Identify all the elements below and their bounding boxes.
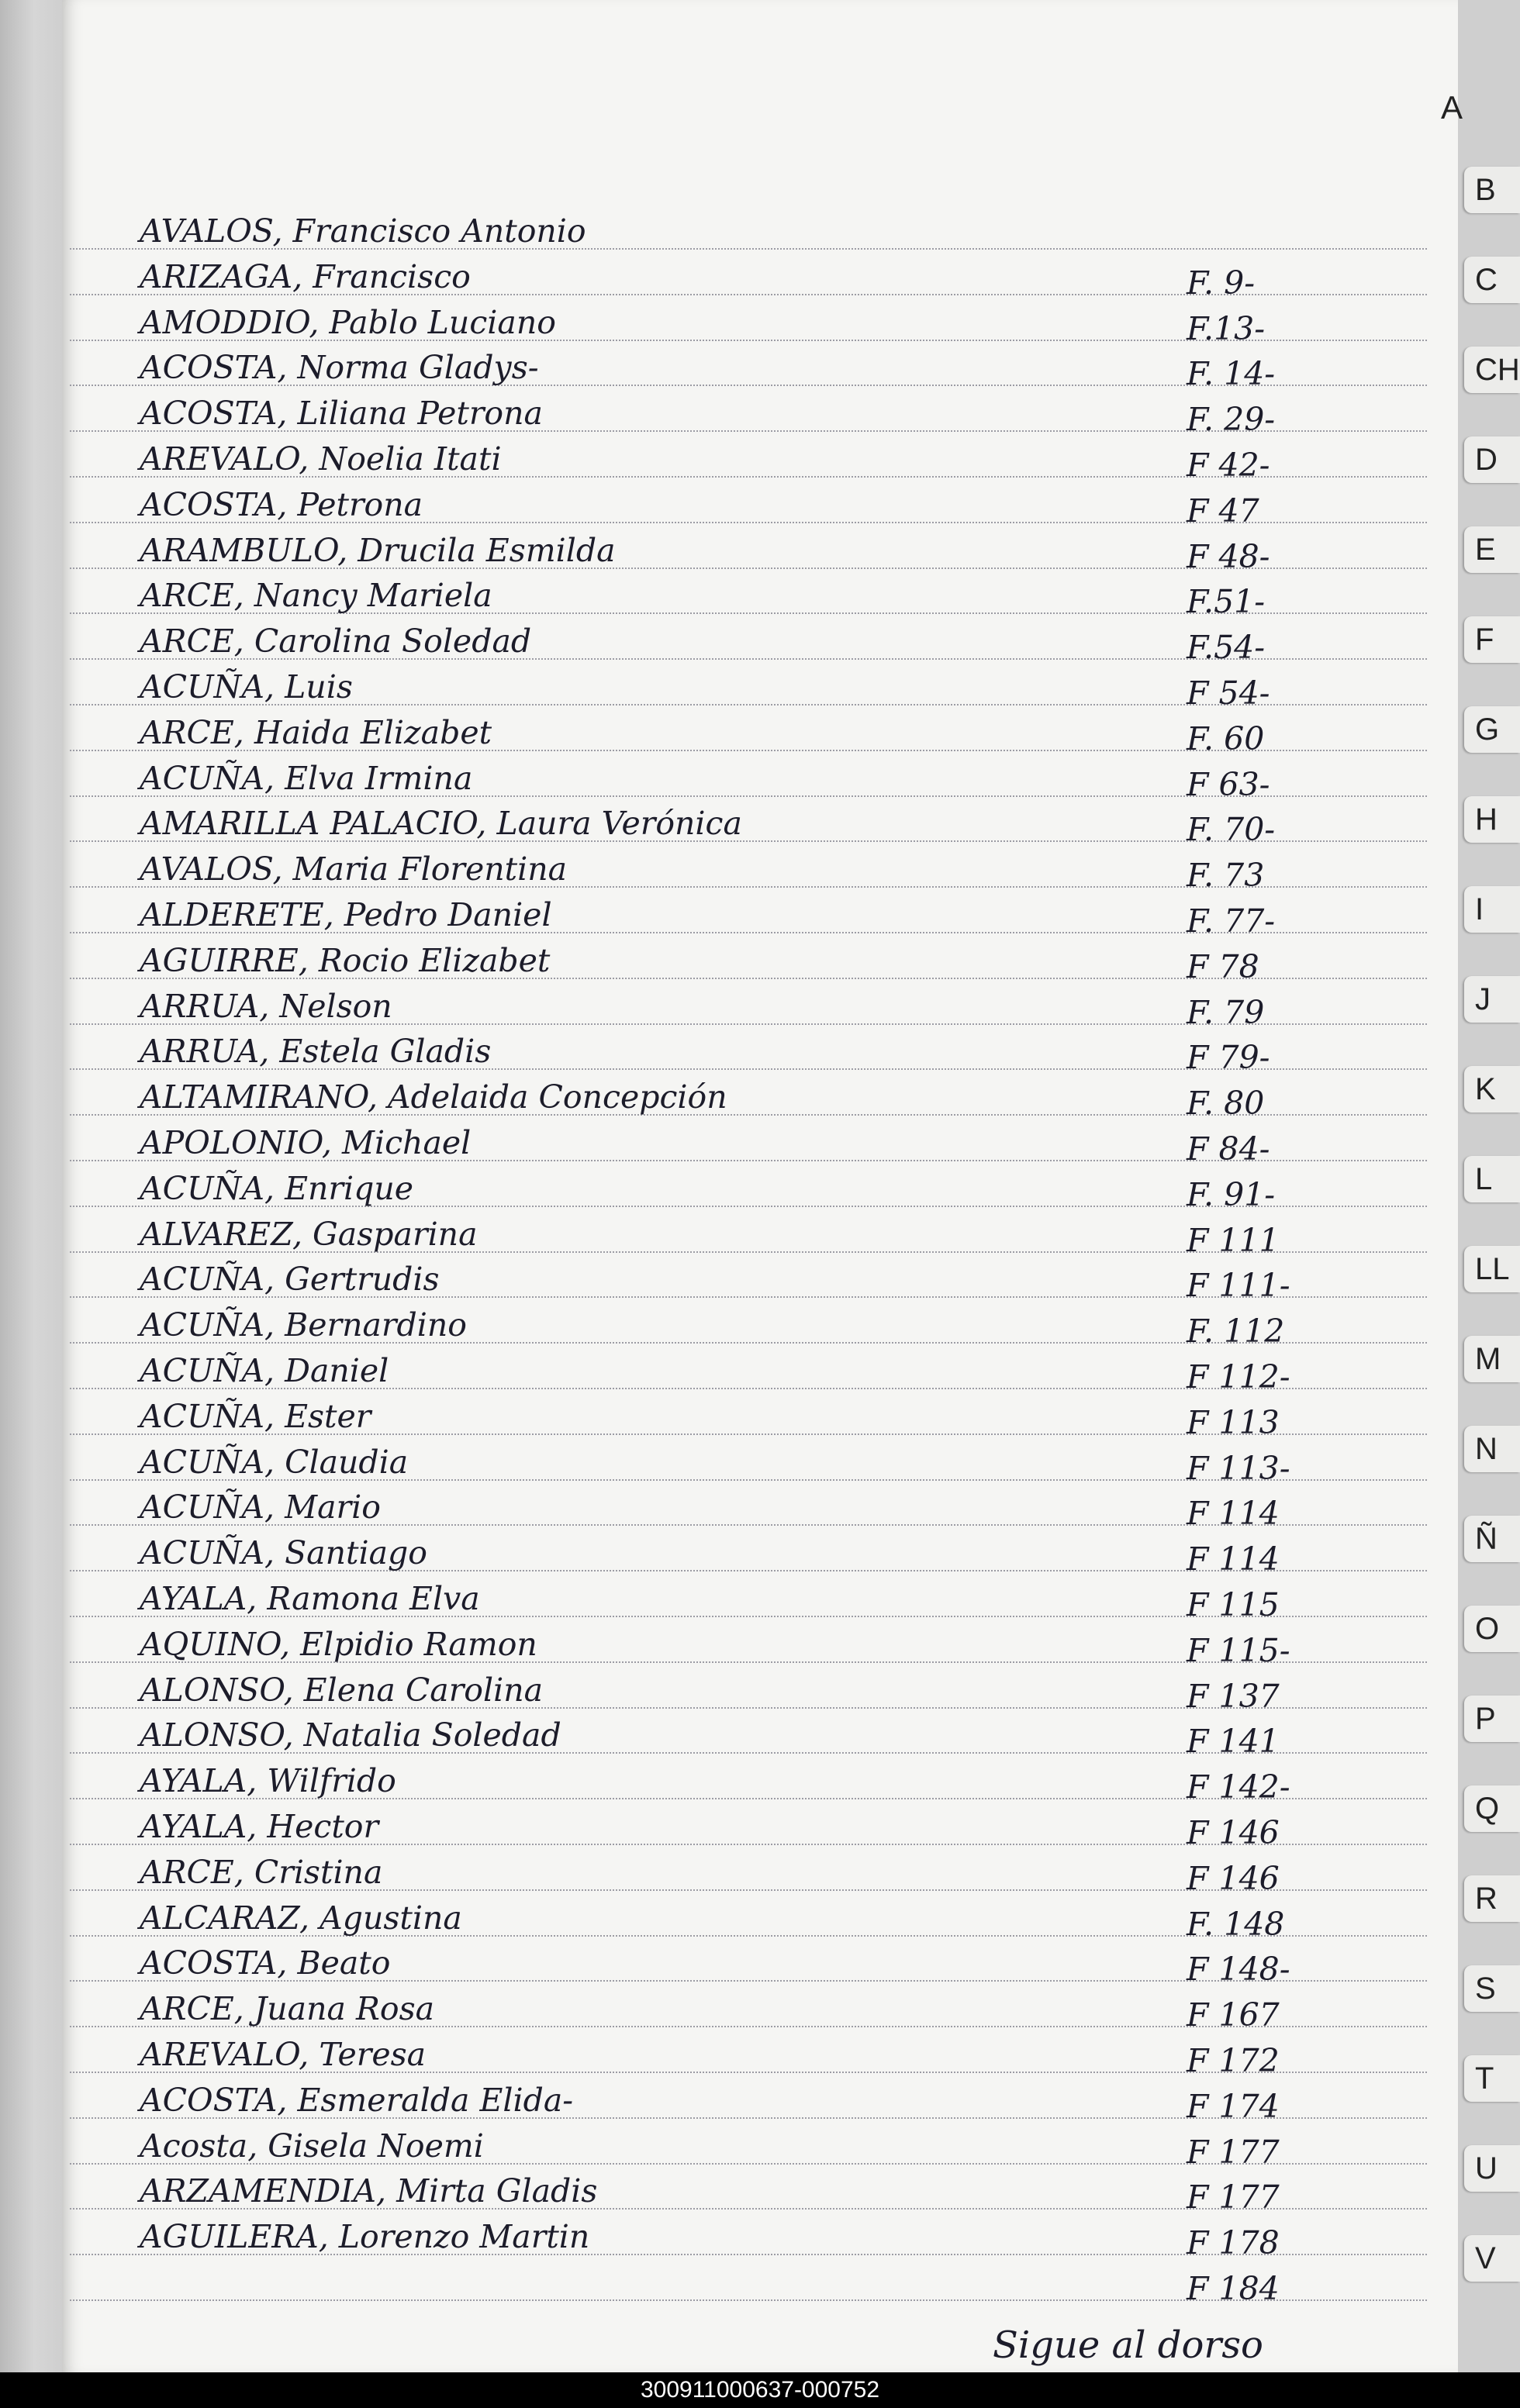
entry-name: AYALA, Ramona Elva [140,1580,480,1617]
entry-folio: F 172 [1187,2042,1280,2079]
entry-name: ARZAMENDIA, Mirta Gladis [140,2172,598,2210]
entry-name: ACOSTA, Petrona [140,485,423,523]
entry-name: Acosta, Gisela Noemi [140,2127,484,2165]
entry-name: ARAMBULO, Drucila Esmilda [140,531,616,569]
entry-name: ARIZAGA, Francisco [140,257,471,295]
entry-name: ARCE, Juana Rosa [140,1990,435,2028]
entry-name: AGUIRRE, Rocio Elizabet [140,941,551,979]
entry-folio: F 177 [1187,2179,1280,2217]
entry-name: ALDERETE, Pedro Daniel [140,896,552,933]
tab-letter[interactable]: F [1464,616,1520,663]
entry-name: ACUÑA, Daniel [140,1352,389,1389]
entry-folio: F. 148 [1187,1905,1285,1943]
entry-folio: F 42- [1187,447,1270,484]
entry-folio: F 142- [1187,1768,1290,1806]
entry-folio: F 115 [1187,1586,1280,1623]
entry-name: ALTAMIRANO, Adelaida Concepción [140,1078,727,1116]
entry-folio: F 79- [1187,1039,1270,1077]
entry-folio: F.51- [1187,583,1266,621]
entry-folio: F 177 [1187,2133,1280,2171]
tab-letter[interactable]: O [1464,1606,1520,1652]
image-caption: 300911000637-000752 [640,2377,880,2403]
entry-name: ACUÑA, Ester [140,1397,371,1435]
tab-letter[interactable]: P [1464,1696,1520,1742]
tab-letter[interactable]: J [1464,976,1520,1023]
entry-folio: F 137 [1187,1677,1280,1715]
entry-folio: F 146 [1187,1859,1280,1897]
tab-letter[interactable]: Q [1464,1785,1520,1832]
ledger-page [62,0,1458,2372]
entry-folio: F. 79 [1187,993,1265,1031]
entry-name: ALVAREZ, Gasparina [140,1215,478,1253]
entry-name: AVALOS, Francisco Antonio [140,212,586,250]
alphabet-index-tabs [1458,0,1520,2372]
entry-folio: F 63- [1187,765,1270,803]
tab-letter[interactable]: G [1464,706,1520,753]
entry-name: ACOSTA, Beato [140,1944,391,1982]
entry-name: AMODDIO, Pablo Luciano [140,303,556,341]
tab-letter[interactable]: L [1464,1156,1520,1202]
entry-folio: F 141 [1187,1723,1280,1761]
entry-name: ACUÑA, Luis [140,668,353,705]
caption-bar [0,2372,1520,2408]
tab-letter[interactable]: V [1464,2235,1520,2282]
entry-name: ACOSTA, Liliana Petrona [140,395,543,433]
entry-folio: F 111 [1187,1221,1280,1259]
tab-letter[interactable]: LL [1464,1246,1520,1292]
tab-letter[interactable]: T [1464,2055,1520,2102]
entry-folio: F. 14- [1187,355,1276,393]
entry-name: ALONSO, Natalia Soledad [140,1716,561,1754]
entry-name: APOLONIO, Michael [140,1124,472,1161]
entry-folio: F. 73 [1187,857,1265,895]
entry-name: ACUÑA, Enrique [140,1169,414,1207]
tab-letter[interactable]: CH [1464,347,1520,393]
entry-folio: F 178 [1187,2224,1280,2262]
entry-name: ACOSTA, Norma Gladys- [140,349,539,387]
entry-name: AYALA, Hector [140,1808,379,1845]
entry-folio: F. 29- [1187,401,1276,439]
entry-folio: F. 112 [1187,1313,1285,1351]
tab-letter[interactable]: E [1464,526,1520,573]
tab-letter[interactable]: I [1464,886,1520,933]
entry-name: AVALOS, Maria Florentina [140,850,568,888]
tab-letter[interactable]: D [1464,436,1520,483]
entry-folio: F 54- [1187,674,1270,712]
entry-name: ALCARAZ, Agustina [140,1899,462,1937]
entry-folio: F 114 [1187,1495,1280,1533]
entry-folio: F. 70- [1187,811,1276,849]
entry-name: ARRUA, Estela Gladis [140,1033,492,1071]
entry-folio: F 84- [1187,1130,1270,1168]
entry-folio: F. 9- [1187,264,1256,302]
entry-folio: F 47 [1187,492,1259,530]
entry-name: ARCE, Haida Elizabet [140,713,492,751]
entry-name: ACUÑA, Bernardino [140,1306,467,1344]
tab-letter[interactable]: N [1464,1426,1520,1472]
entry-folio: F 167 [1187,1996,1280,2034]
entry-folio: F.54- [1187,629,1266,667]
entry-name: ACUÑA, Santiago [140,1534,427,1572]
entry-name: AGUILERA, Lorenzo Martin [140,2218,590,2256]
entry-name: ALONSO, Elena Carolina [140,1671,544,1709]
entry-folio: F. 60 [1187,719,1265,757]
tab-letter[interactable]: K [1464,1066,1520,1113]
entry-folio [1187,216,1419,259]
entry-name: ACUÑA, Claudia [140,1443,409,1481]
entry-folio: F 113- [1187,1449,1290,1487]
book-edge [0,0,62,2372]
tab-letter[interactable]: Ñ [1464,1516,1520,1562]
tab-letter[interactable]: S [1464,1965,1520,2012]
tab-letter[interactable]: H [1464,796,1520,843]
entry-name: AMARILLA PALACIO, Laura Verónica [140,805,742,843]
entry-folio: F 184 [1187,2270,1280,2307]
tab-letter[interactable]: R [1464,1875,1520,1922]
entry-name: AREVALO, Noelia Itati [140,440,502,478]
entry-folio: F 146 [1187,1814,1280,1851]
entry-name: ACOSTA, Esmeralda Elida- [140,2081,574,2119]
entry-folio: F 48- [1187,537,1270,575]
entry-name: AQUINO, Elpidio Ramon [140,1625,537,1663]
entry-name: ARRUA, Nelson [140,987,392,1025]
entry-name: ACUÑA, Elva Irmina [140,759,473,797]
entry-folio: F 111- [1187,1267,1290,1305]
entry-folio: F. 80 [1187,1085,1265,1123]
tab-letter[interactable]: U [1464,2145,1520,2192]
tab-letter[interactable]: M [1464,1336,1520,1382]
entry-name: ARCE, Cristina [140,1853,383,1891]
entry-folio: F 113 [1187,1403,1280,1441]
entry-name: ARCE, Carolina Soledad [140,623,532,661]
entry-folio: F 114 [1187,1540,1280,1578]
entry-folio: F.13- [1187,309,1266,347]
entry-name: AREVALO, Teresa [140,2036,427,2073]
tab-letter[interactable]: A [1441,89,1463,126]
entry-name: ARCE, Nancy Mariela [140,577,492,615]
entry-name: ACUÑA, Gertrudis [140,1261,440,1299]
entry-folio: F 78 [1187,947,1259,985]
footer-note: Sigue al dorso [993,2323,1263,2367]
entry-name: AYALA, Wilfrido [140,1762,396,1800]
entry-folio: F 148- [1187,1951,1290,1989]
tab-letter[interactable]: C [1464,257,1520,303]
entry-folio: F 174 [1187,2087,1280,2125]
entry-folio: F. 91- [1187,1175,1276,1213]
entry-folio: F 115- [1187,1631,1290,1669]
entry-name: ACUÑA, Mario [140,1489,381,1527]
tab-letter[interactable]: B [1464,167,1520,213]
entry-folio: F 112- [1187,1358,1290,1395]
entry-folio: F. 77- [1187,902,1276,940]
